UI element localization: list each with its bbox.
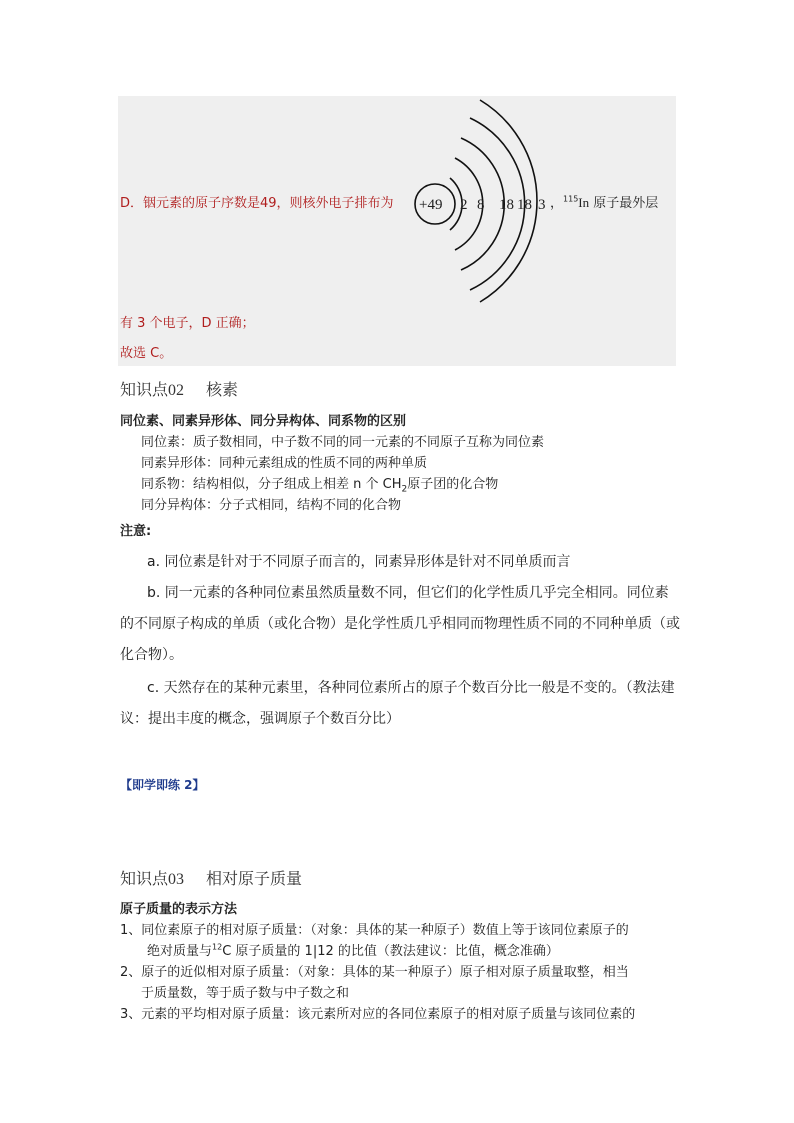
note-label: 注意: — [120, 524, 152, 539]
option-d-trail-text: 原子最外层 — [593, 196, 659, 211]
element-symbol: In — [578, 195, 590, 210]
shell-count-4: 18 — [517, 197, 532, 213]
def-allotrope: 同素异形体：同种元素组成的性质不同的两种单质 — [141, 456, 428, 471]
item1-line1: 1、同位素原子的相对原子质量：（对象：具体的某一种原子）数值上等于该同位素原子的 — [120, 923, 629, 938]
note-c-line2: 议：提出丰度的概念，强调原子个数百分比） — [120, 711, 400, 727]
kp03-subheading: 原子质量的表示方法 — [120, 902, 238, 917]
mass-number: 115 — [563, 194, 579, 204]
note-b-line2: 的不同原子构成的单质（或化合物）是化学性质几乎相同而物理性质不同的不同种单质（或 — [120, 616, 680, 632]
item1-line2: 绝对质量与$^{12}$C 原子质量的 1|12 的比值（教法建议：比值，概念准确） — [147, 942, 559, 959]
item3-line1: 3、元素的平均相对原子质量：该元素所对应的各同位素原子的相对原子质量与该同位素的 — [120, 1007, 636, 1022]
option-d-line2: 有 3 个电子，D 正确； — [120, 316, 255, 331]
def-isomer: 同分异构体：分子式相同，结构不同的化合物 — [141, 498, 402, 513]
def-isotope: 同位素：质子数相同，中子数不同的同一元素的不同原子互称为同位素 — [141, 435, 545, 450]
item2-line1: 2、原子的近似相对原子质量：（对象：具体的某一种原子）原子相对原子质量取整，相当 — [120, 965, 629, 980]
note-b-line3: 化合物）。 — [120, 647, 183, 663]
kp02-subheading: 同位素、同素异形体、同分异构体、同系物的区别 — [120, 414, 407, 429]
nucleus-charge: +49 — [419, 197, 443, 213]
shell-count-5: 3 — [538, 197, 546, 213]
note-b-line1: b. 同一元素的各种同位素虽然质量数不同，但它们的化学性质几乎完全相同。同位素 — [147, 585, 669, 601]
kp02-heading: 知识点02 核素 — [120, 380, 239, 399]
shell-count-3: 18 — [499, 197, 514, 213]
def-homolog: 同系物：结构相似，分子组成上相差 n 个 $CH_2$原子团的化合物 — [141, 477, 499, 495]
kp03-heading: 知识点03 相对原子质量 — [120, 869, 303, 888]
shell-count-2: 8 — [477, 197, 485, 213]
option-d-trail: ，$^{115}$In 原子最外层 — [550, 194, 659, 211]
option-d-lead: D．铟元素的原子序数是49，则核外电子排布为 — [120, 196, 394, 211]
shell-count-1: 2 — [460, 197, 468, 213]
item2-line2: 于质量数，等于质子数与中子数之和 — [141, 986, 350, 1001]
answer-line: 故选 C。 — [120, 346, 173, 361]
note-c-line1: c. 天然存在的某种元素里，各种同位素所占的原子个数百分比一般是不变的。（教法建 — [147, 680, 675, 696]
practice-label: 【即学即练 2】 — [120, 778, 205, 792]
note-a: a. 同位素是针对于不同原子而言的，同素异形体是针对不同单质而言 — [147, 554, 571, 570]
